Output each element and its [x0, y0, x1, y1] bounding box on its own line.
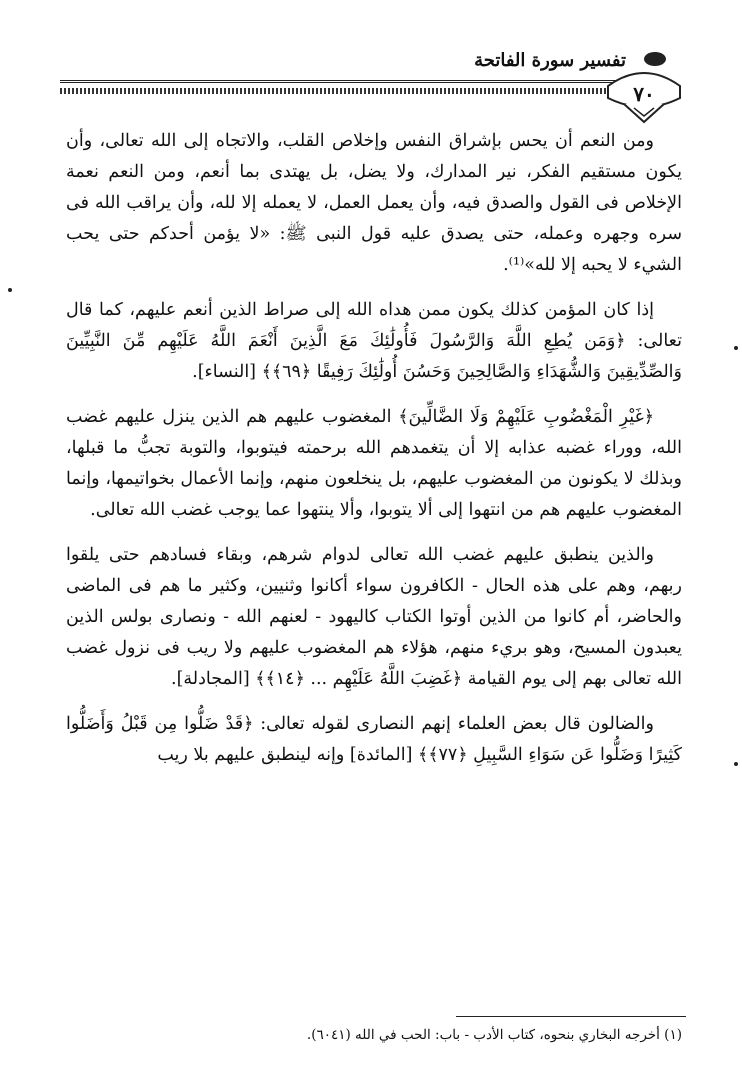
page-number: ٧٠	[633, 82, 655, 106]
paragraph: والذين ينطبق عليهم غضب الله تعالى لدوام شرهم، وبقاء فسادهم حتى يلقوا ربهم، وهم على هذه الحال - الكافرون سواء أكانوا وثنيين، وكثير ما هم فى الماضى والحاضر، أم كانوا من الذين أوتوا الكتاب كاليهود - لعنهم الله - ونصارى بولس الذين يعبدون المسيح، وهو بريء منهم، هؤلاء هم المغضوب عليهم ولا ريب فى نزول غضب الله تعالى بهم إلى يوم القيامة ﴿غَضِبَ اللَّهُ عَلَيْهِم ... ﴿١٤﴾﴾ [المجادلة].	[66, 545, 682, 689]
page-header	[60, 44, 690, 124]
body-text	[66, 126, 682, 785]
margin-mark	[8, 288, 12, 292]
margin-mark	[734, 346, 738, 350]
paragraph: ﴿غَيْرِ الْمَغْضُوبِ عَلَيْهِمْ وَلَا الضَّالِّينَ﴾ المغضوب عليهم هم الذين ينزل عليهم غضب الله، ووراء غضبه عذابه إلا أن يتغمدهم الله برحمته فيتوبوا، والتوبة تجبُّ ما قبلها، وبذلك لا يكونون من المغضوب عليهم، بل ينخلعون منهم، وإنما الأعمال بخواتيمها، وإنما المغضوب عليهم هم من انتهوا إلى ألا يتوبوا، وألا ينتهوا عما يوجب غضب الله تعالى.	[66, 407, 682, 520]
margin-mark	[734, 762, 738, 766]
paragraph: إذا كان المؤمن كذلك يكون ممن هداه الله إلى صراط الذين أنعم عليهم، كما قال تعالى: ﴿وَمَن يُطِعِ اللَّهَ وَالرَّسُولَ فَأُولَٰئِكَ مَعَ الَّذِينَ أَنْعَمَ اللَّهُ عَلَيْهِم مِّنَ النَّبِيِّينَ وَالصِّدِّيقِينَ وَالشُّهَدَاءِ وَالصَّالِحِينَ وَحَسُنَ أُولَٰئِكَ رَفِيقًا ﴿٦٩﴾﴾ [النساء].	[66, 300, 682, 382]
footnote: (١) أخرجه البخاري بنحوه، كتاب الأدب - باب: الحب في الله (٦٠٤١).	[306, 1027, 682, 1043]
footnote-divider	[456, 1016, 686, 1017]
paragraph: ومن النعم أن يحس بإشراق النفس وإخلاص القلب، والاتجاه إلى الله تعالى، وأن يكون مستقيم الفكر، نير المدارك، ولا يضل، بل يهتدى بما أنعم، ومن النعم نعمة الإخلاص فى القول والصدق فيه، وأن يعمل العمل، لا يعمله إلا لله، وأن يراقب الله فى سره وجهره وعمله، حتى يصدق عليه قول النبى ﷺ: «لا يؤمن أحدكم حتى يحب الشيء لا يحبه إلا لله»⁽¹⁾.	[66, 131, 682, 275]
page-number-badge	[604, 58, 696, 130]
paragraph: والضالون قال بعض العلماء إنهم النصارى لقوله تعالى: ﴿قَدْ ضَلُّوا مِن قَبْلُ وَأَضَلُّوا كَثِيرًا وَضَلُّوا عَن سَوَاءِ السَّبِيلِ ﴿٧٧﴾﴾ [المائدة] وإنه لينطبق عليهم بلا ريب	[66, 714, 682, 765]
running-title: تفسير سورة الفاتحة	[474, 50, 626, 71]
header-rule	[60, 80, 620, 83]
header-dotted-rule	[60, 88, 620, 94]
